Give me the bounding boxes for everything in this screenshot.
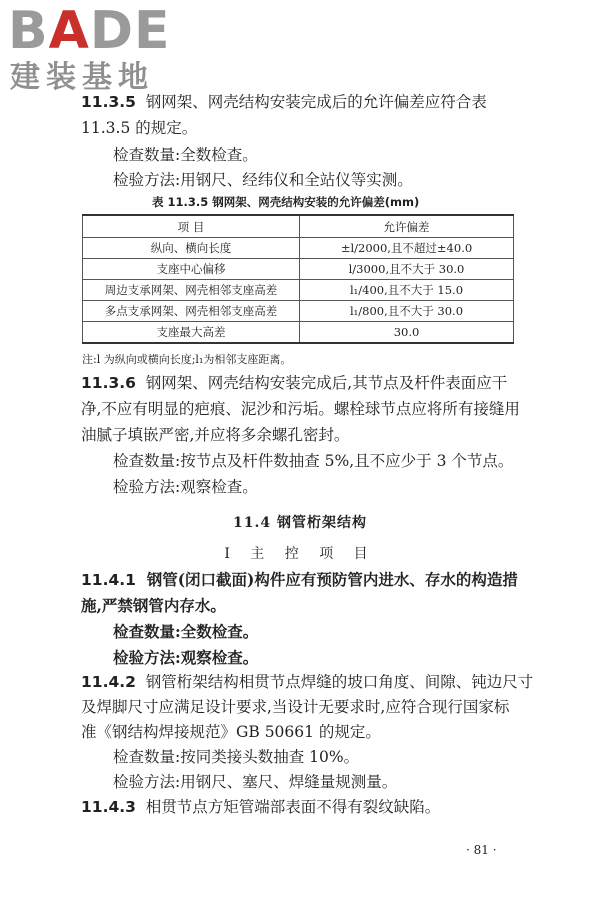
table-row (83, 322, 514, 344)
clause-11-4-3-line1 (81, 797, 440, 817)
clause-text: 相贯节点方矩管端部表面不得有裂纹缺陷。 (145, 798, 441, 816)
table-cell-item: 支座最大高差 (83, 322, 300, 344)
table-row (83, 280, 514, 301)
watermark-logo: BADE (8, 1, 171, 61)
table-cell-value: l₁/400,且不大于 15.0 (300, 280, 514, 301)
clause-11-3-5-line2: 11.3.5 的规定。 (81, 119, 198, 137)
clause-11-3-5-check-method: 检验方法:用钢尺、经纬仪和全站仪等实测。 (113, 171, 413, 189)
clause-number: 11.3.5 (81, 93, 136, 111)
table-header-tolerance: 允许偏差 (300, 215, 514, 238)
clause-number: 11.4.3 (81, 798, 136, 816)
table-cell-item: 多点支承网架、网壳相邻支座高差 (83, 301, 300, 322)
page-number: · 81 · (466, 843, 497, 857)
clause-11-3-5-line1 (81, 92, 487, 112)
clause-11-4-1-line1 (81, 570, 518, 590)
table-cell-value: l₁/800,且不大于 30.0 (300, 301, 514, 322)
tolerance-table (82, 214, 514, 344)
clause-11-4-1-check-quantity: 检查数量:全数检查。 (113, 622, 259, 641)
table-row (83, 238, 514, 259)
table-row (83, 301, 514, 322)
clause-11-4-2-line3: 准《钢结构焊接规范》GB 50661 的规定。 (81, 723, 381, 741)
clause-number: 11.4.1 (81, 571, 136, 589)
clause-text: 钢管(闭口截面)构件应有预防管内进水、存水的构造措 (146, 570, 518, 589)
table-row (83, 259, 514, 280)
clause-11-3-6-line3: 油腻子填嵌严密,并应将多余螺孔密封。 (81, 426, 350, 444)
table-cell-value: l/3000,且不大于 30.0 (300, 259, 514, 280)
table-cell-value: ±l/2000,且不超过±40.0 (300, 238, 514, 259)
clause-number: 11.3.6 (81, 374, 136, 392)
section-subtitle: Ⅰ 主 控 项 目 (224, 546, 376, 562)
clause-11-4-2-line1 (81, 672, 533, 692)
table-header-row (83, 215, 514, 238)
clause-11-4-2-check-quantity: 检查数量:按同类接头数抽查 10%。 (113, 748, 360, 766)
clause-11-3-6-check-quantity: 检查数量:按节点及杆件数抽查 5%,且不应少于 3 个节点。 (113, 452, 514, 470)
clause-11-3-6-check-method: 检验方法:观察检查。 (113, 478, 258, 496)
clause-11-3-6-line2: 净,不应有明显的疤痕、泥沙和污垢。螺栓球节点应将所有接缝用 (81, 400, 520, 418)
table-cell-item: 纵向、横向长度 (83, 238, 300, 259)
table-cell-value: 30.0 (300, 322, 514, 344)
table-caption: 表 11.3.5 钢网架、网壳结构安装的允许偏差(mm) (152, 195, 420, 209)
clause-11-4-2-check-method: 检验方法:用钢尺、塞尺、焊缝量规测量。 (113, 773, 398, 791)
clause-text: 钢管桁架结构相贯节点焊缝的坡口角度、间隙、钝边尺寸 (145, 673, 534, 691)
clause-11-3-5-check-quantity: 检查数量:全数检查。 (113, 146, 258, 164)
section-title: 11.4 钢管桁架结构 (233, 515, 367, 531)
table-cell-item: 支座中心偏移 (83, 259, 300, 280)
table-header-item: 项 目 (83, 215, 300, 238)
clause-11-4-1-line2: 施,严禁钢管内存水。 (81, 596, 226, 615)
clause-number: 11.4.2 (81, 673, 136, 691)
clause-11-4-1-check-method: 检验方法:观察检查。 (113, 648, 259, 667)
clause-text: 钢网架、网壳结构安装完成后的允许偏差应符合表 (145, 93, 487, 111)
watermark-subtitle: 建装基地 (10, 60, 154, 95)
clause-11-4-2-line2: 及焊脚尺寸应满足设计要求,当设计无要求时,应符合现行国家标 (81, 698, 510, 716)
clause-text: 钢网架、网壳结构安装完成后,其节点及杆件表面应干 (145, 374, 508, 392)
table-cell-item: 周边支承网架、网壳相邻支座高差 (83, 280, 300, 301)
table-note: 注:l 为纵向或横向长度;l₁为相邻支座距离。 (82, 353, 292, 366)
clause-11-3-6-line1 (81, 373, 507, 393)
